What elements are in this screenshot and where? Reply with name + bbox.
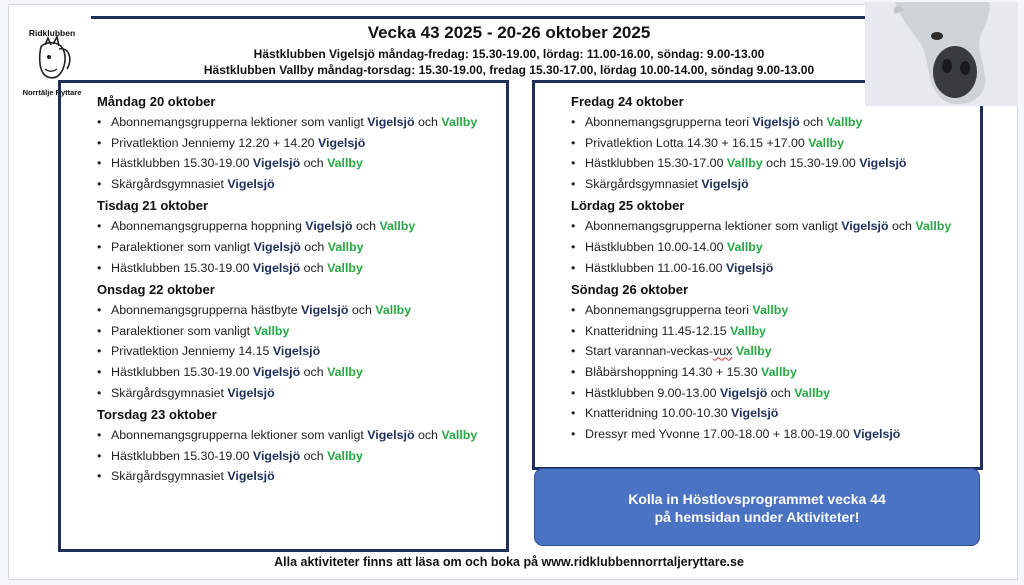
day-heading: Söndag 26 oktober xyxy=(571,282,689,298)
activity-list xyxy=(97,114,506,196)
day-section xyxy=(571,281,980,446)
activity-text: Abonnemangsgrupperna lektioner som vanligt xyxy=(111,428,368,443)
activity-text: Abonnemangsgrupperna hästbyte xyxy=(111,303,302,318)
horse-face-icon xyxy=(865,2,1018,106)
and-word: och xyxy=(414,115,442,129)
activity-list xyxy=(97,302,506,405)
location-vigelsjo: Vigelsjö xyxy=(701,176,749,191)
location-vigelsjo: Vigelsjö xyxy=(227,176,275,191)
location-vallby: Vallby xyxy=(826,115,863,129)
activity-item xyxy=(571,302,980,323)
svg-text:Norrtälje Ryttare: Norrtälje Ryttare xyxy=(22,88,82,97)
activity-list xyxy=(571,114,980,196)
activity-text: Abonnemangsgrupperna hoppning xyxy=(111,219,306,234)
hours-vallby: Hästklubben Vallby måndag-torsdag: 15.30-19.00, fredag 15.30-17.00, lördag 10.00-14.00, söndag 9.00-13.00 xyxy=(203,63,815,77)
location-vigelsjo: Vigelsjö xyxy=(720,385,768,400)
location-vigelsjo: Vigelsjö xyxy=(252,364,301,379)
activity-item xyxy=(571,364,980,385)
day-heading: Tisdag 21 oktober xyxy=(97,198,209,214)
activity-list xyxy=(97,427,506,489)
autumn-program-callout[interactable] xyxy=(534,468,980,546)
location-vigelsjo: Vigelsjö xyxy=(305,219,353,234)
location-vigelsjo: Vigelsjö xyxy=(367,115,415,129)
activity-item xyxy=(571,260,980,281)
activity-text: Hästklubben 15.30-19.00 xyxy=(111,364,253,379)
activity-item xyxy=(571,385,980,406)
activity-item xyxy=(97,323,506,344)
location-vallby: Vallby xyxy=(379,219,416,234)
callout-line-1: Kolla in Höstlovsprogrammet vecka 44 xyxy=(628,491,886,507)
location-vallby: Vallby xyxy=(253,323,290,338)
activity-text: Paralektioner som vanligt xyxy=(111,323,254,338)
and-word: och xyxy=(767,385,795,400)
activity-item xyxy=(97,302,506,323)
activity-item xyxy=(97,343,506,364)
activity-text: Blåbärshoppning 14.30 + 15.30 xyxy=(585,364,762,379)
footer-text: Alla aktiviteter finns att läsa om och boka på www.ridklubbennorrtaljeryttare.se xyxy=(274,555,744,569)
activity-text: Dressyr med Yvonne 17.00-18.00 + 18.00-19.00 xyxy=(585,426,854,441)
day-section xyxy=(97,93,506,196)
location-vigelsjo: Vigelsjö xyxy=(252,260,301,275)
location-vigelsjo: Vigelsjö xyxy=(317,135,366,150)
activity-text: Privatlektion Lotta 14.30 + 16.15 +17.00 xyxy=(585,135,809,150)
and-word: och xyxy=(300,364,328,379)
activity-text: Hästklubben 11.00-16.00 xyxy=(585,260,726,275)
location-vallby: Vallby xyxy=(761,364,797,379)
activity-text: Skärgårdsgymnasiet xyxy=(585,176,702,191)
location-vigelsjo: Vigelsjö xyxy=(841,219,889,234)
activity-text: Abonnemangsgrupperna lektioner som vanligt xyxy=(585,219,842,234)
location-vallby: Vallby xyxy=(327,260,363,275)
activity-text: Privatlektion Jenniemy 12.20 + 14.20 xyxy=(111,135,318,150)
and-word: och xyxy=(888,219,916,234)
spellcheck-word: vux xyxy=(713,344,733,359)
activity-item xyxy=(97,427,506,448)
activity-text: Knatteridning 10.00-10.30 xyxy=(585,406,732,421)
activity-item xyxy=(571,239,980,260)
activity-item xyxy=(97,135,506,156)
location-vigelsjo: Vigelsjö xyxy=(272,344,321,359)
activity-item xyxy=(571,218,980,239)
activity-text-extra: och 15.30-19.00 xyxy=(762,156,860,171)
location-vallby: Vallby xyxy=(730,323,766,338)
location-vigelsjo: Vigelsjö xyxy=(752,115,800,129)
location-vallby: Vallby xyxy=(327,364,363,379)
and-word: och xyxy=(799,115,827,129)
location-vallby: Vallby xyxy=(915,219,952,234)
horse-photo xyxy=(865,2,1018,106)
day-heading: Fredag 24 oktober xyxy=(571,94,684,109)
day-heading: Lördag 25 oktober xyxy=(571,198,685,214)
location-vallby: Vallby xyxy=(327,239,364,254)
location-vigelsjo: Vigelsjö xyxy=(731,406,779,421)
day-section xyxy=(97,281,506,405)
location-vigelsjo: Vigelsjö xyxy=(301,303,349,318)
location-vallby: Vallby xyxy=(327,156,363,171)
activity-list xyxy=(571,218,980,280)
and-word: och xyxy=(300,448,328,463)
activity-item xyxy=(97,114,506,135)
activity-text: Abonnemangsgrupperna teori xyxy=(585,303,753,318)
schedule-right-panel xyxy=(532,80,983,470)
activity-list xyxy=(97,218,506,280)
day-heading: Måndag 20 oktober xyxy=(97,94,216,109)
location-vigelsjo: Vigelsjö xyxy=(252,156,301,171)
activity-item xyxy=(571,343,980,364)
activity-text: Hästklubben 10.00-14.00 xyxy=(585,239,727,254)
header-divider xyxy=(91,16,873,19)
day-section xyxy=(97,406,506,489)
activity-text: Skärgårdsgymnasiet xyxy=(111,176,228,191)
activity-text: Abonnemangsgrupperna lektioner som vanligt xyxy=(111,115,368,129)
activity-text: Knatteridning 11.45-12.15 xyxy=(585,323,731,338)
hours-vigelsjo: Hästklubben Vigelsjö måndag-fredag: 15.30-19.00, lördag: 11.00-16.00, söndag: 9.00-13.00 xyxy=(253,47,765,61)
page-title: Vecka 43 2025 - 20-26 oktober 2025 xyxy=(367,23,651,42)
activity-text: Hästklubben 15.30-17.00 xyxy=(585,156,727,171)
activity-text: Hästklubben 15.30-19.00 xyxy=(111,448,253,463)
location-vallby: Vallby xyxy=(808,135,845,150)
location-vallby: Vallby xyxy=(752,303,789,318)
and-word: och xyxy=(300,156,328,171)
activity-text: Privatlektion Jenniemy 14.15 xyxy=(111,344,273,359)
activity-item xyxy=(571,155,980,176)
location-vallby: Vallby xyxy=(441,115,478,129)
activity-item xyxy=(571,323,980,344)
location-vigelsjo: Vigelsjö xyxy=(367,428,415,443)
location-vigelsjo: Vigelsjö xyxy=(252,448,301,463)
activity-item xyxy=(97,468,506,489)
location-vallby: Vallby xyxy=(375,303,412,318)
activity-item xyxy=(571,426,980,447)
activity-item xyxy=(97,364,506,385)
location-vallby: Vallby xyxy=(735,344,772,359)
activity-item xyxy=(571,135,980,156)
location-vigelsjo: Vigelsjö xyxy=(227,385,275,400)
location-vigelsjo: Vigelsjö xyxy=(859,156,907,171)
and-word: och xyxy=(300,239,328,254)
callout-line-2: på hemsidan under Aktiviteter! xyxy=(654,509,860,525)
location-vigelsjo: Vigelsjö xyxy=(726,260,774,275)
location-vigelsjo: Vigelsjö xyxy=(253,239,301,254)
day-section xyxy=(571,93,980,196)
activity-item xyxy=(571,176,980,197)
activity-item xyxy=(571,405,980,426)
activity-text: Paralektioner som vanligt xyxy=(111,239,254,254)
and-word: och xyxy=(300,260,328,275)
day-section xyxy=(97,197,506,280)
and-word: och xyxy=(352,219,380,234)
svg-text:Ridklubben: Ridklubben xyxy=(28,28,76,38)
and-word: och xyxy=(414,428,442,443)
activity-item xyxy=(97,260,506,281)
location-vallby: Vallby xyxy=(726,239,763,254)
activity-text: Start varannan-veckas- xyxy=(585,344,714,359)
and-word: och xyxy=(348,303,376,318)
location-vallby: Vallby xyxy=(327,448,363,463)
activity-list xyxy=(571,302,980,446)
activity-text: Abonnemangsgrupperna teori xyxy=(585,115,753,129)
activity-item xyxy=(97,448,506,469)
schedule-left-panel xyxy=(58,80,509,552)
location-vigelsjo: Vigelsjö xyxy=(853,426,901,441)
activity-item xyxy=(97,176,506,197)
activity-text: Skärgårdsgymnasiet xyxy=(111,469,228,484)
activity-item xyxy=(97,218,506,239)
activity-text: Hästklubben 15.30-19.00 xyxy=(111,260,253,275)
activity-text: Hästklubben 15.30-19.00 xyxy=(111,156,253,171)
location-vallby: Vallby xyxy=(726,156,763,171)
activity-text: Skärgårdsgymnasiet xyxy=(111,385,228,400)
activity-item xyxy=(571,114,980,135)
day-heading: Onsdag 22 oktober xyxy=(97,282,215,298)
day-heading: Torsdag 23 oktober xyxy=(97,407,217,423)
day-section xyxy=(571,197,980,280)
activity-item xyxy=(97,239,506,260)
location-vallby: Vallby xyxy=(441,428,478,443)
activity-item xyxy=(97,385,506,406)
location-vigelsjo: Vigelsjö xyxy=(227,469,275,484)
location-vallby: Vallby xyxy=(794,385,831,400)
activity-item xyxy=(97,155,506,176)
activity-text: Hästklubben 9.00-13.00 xyxy=(585,385,721,400)
